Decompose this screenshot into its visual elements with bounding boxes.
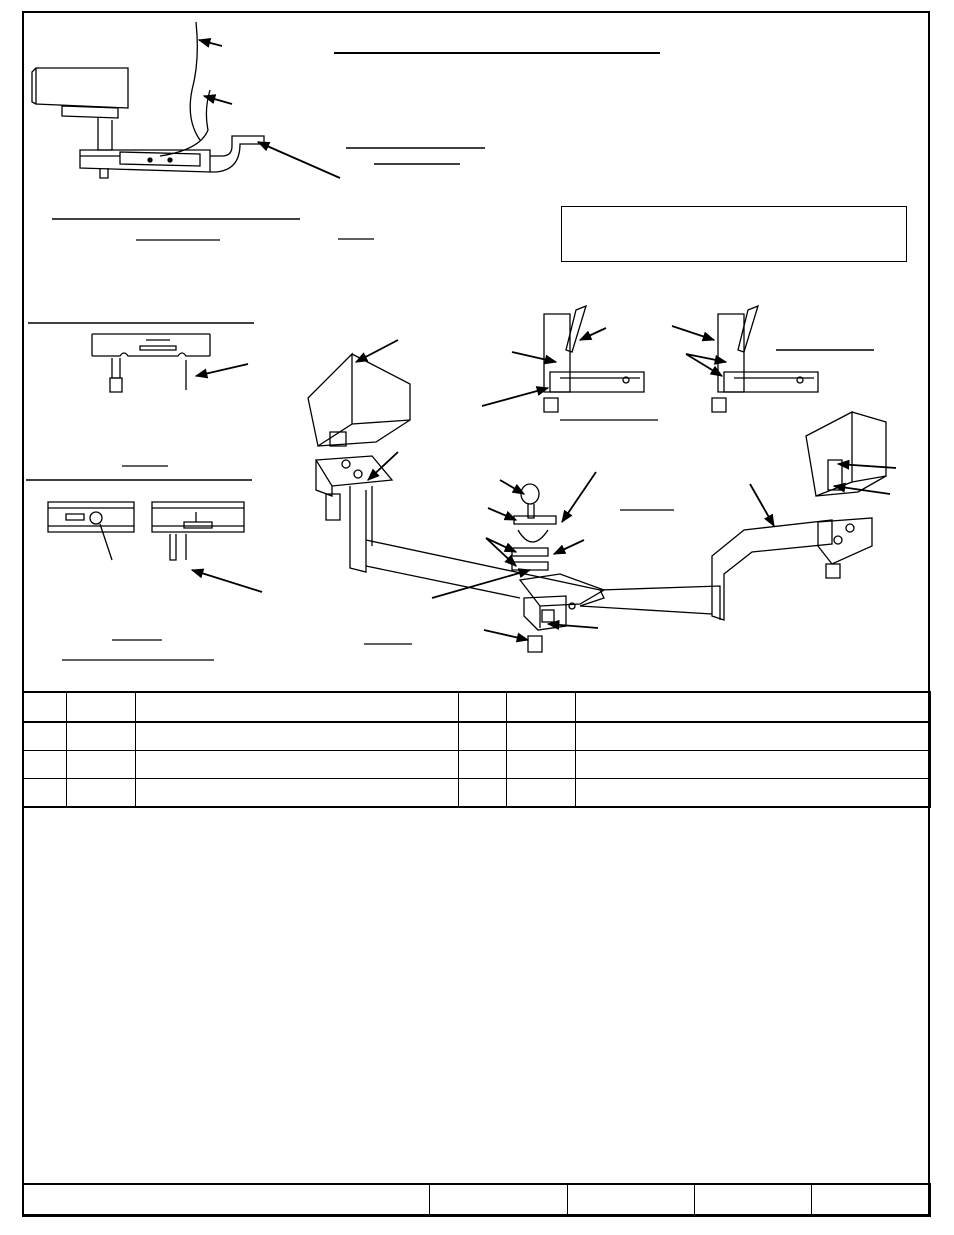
arrow-icon bbox=[672, 326, 714, 340]
arrow-icon bbox=[500, 480, 524, 494]
arrow-icon bbox=[484, 630, 528, 640]
arrow-icon bbox=[192, 570, 262, 592]
footer-cell bbox=[695, 1184, 812, 1217]
table-cell bbox=[23, 722, 67, 751]
table-cell bbox=[67, 722, 136, 751]
instructions-area bbox=[40, 825, 910, 1165]
arrow-icon bbox=[482, 388, 548, 406]
table-cell bbox=[576, 692, 931, 722]
table-row bbox=[23, 779, 931, 808]
arrow-icon bbox=[488, 508, 516, 520]
table-cell bbox=[23, 692, 67, 722]
arrow-icon bbox=[432, 570, 530, 598]
table-cell bbox=[67, 779, 136, 808]
table-cell bbox=[576, 779, 931, 808]
arrow-icon bbox=[554, 540, 584, 554]
table-cell bbox=[576, 722, 931, 751]
frame-section-detail bbox=[92, 334, 210, 392]
receiver-detail-left bbox=[544, 306, 644, 412]
table-cell bbox=[67, 692, 136, 722]
vehicle-rear-sketch bbox=[32, 22, 264, 178]
arrow-icon bbox=[580, 328, 606, 340]
hitch-assembly-drawing bbox=[308, 354, 886, 652]
table-cell bbox=[507, 779, 576, 808]
parts-table bbox=[22, 691, 931, 808]
arrow-icon bbox=[199, 40, 222, 46]
table-cell bbox=[459, 722, 507, 751]
table-cell bbox=[136, 722, 459, 751]
arrow-icon bbox=[258, 142, 340, 178]
table-header-row bbox=[23, 692, 931, 722]
footer-cell bbox=[568, 1184, 695, 1217]
footer-cell bbox=[23, 1184, 430, 1217]
note-box bbox=[561, 206, 907, 262]
table-cell bbox=[136, 692, 459, 722]
table-cell bbox=[576, 751, 931, 779]
table-cell bbox=[459, 779, 507, 808]
arrow-icon bbox=[196, 364, 248, 376]
arrow-icon bbox=[562, 472, 596, 522]
arrow-icon bbox=[486, 538, 516, 552]
arrow-icon bbox=[750, 484, 774, 526]
footer-table bbox=[22, 1183, 931, 1217]
arrow-icon bbox=[512, 352, 556, 362]
table-row bbox=[23, 751, 931, 779]
table-cell bbox=[507, 751, 576, 779]
table-cell bbox=[23, 779, 67, 808]
footer-cell bbox=[430, 1184, 568, 1217]
table-cell bbox=[459, 692, 507, 722]
table-cell bbox=[23, 751, 67, 779]
table-cell bbox=[67, 751, 136, 779]
receiver-detail-right bbox=[712, 306, 818, 412]
arrow-icon bbox=[356, 340, 398, 362]
table-cell bbox=[136, 751, 459, 779]
table-row bbox=[23, 722, 931, 751]
arrow-icon bbox=[838, 464, 896, 468]
table-cell bbox=[507, 722, 576, 751]
frame-bolt-insertion-detail bbox=[48, 502, 244, 560]
footer-row bbox=[23, 1184, 931, 1217]
table-cell bbox=[136, 779, 459, 808]
footer-cell bbox=[812, 1184, 931, 1217]
table-cell bbox=[507, 692, 576, 722]
table-cell bbox=[459, 751, 507, 779]
